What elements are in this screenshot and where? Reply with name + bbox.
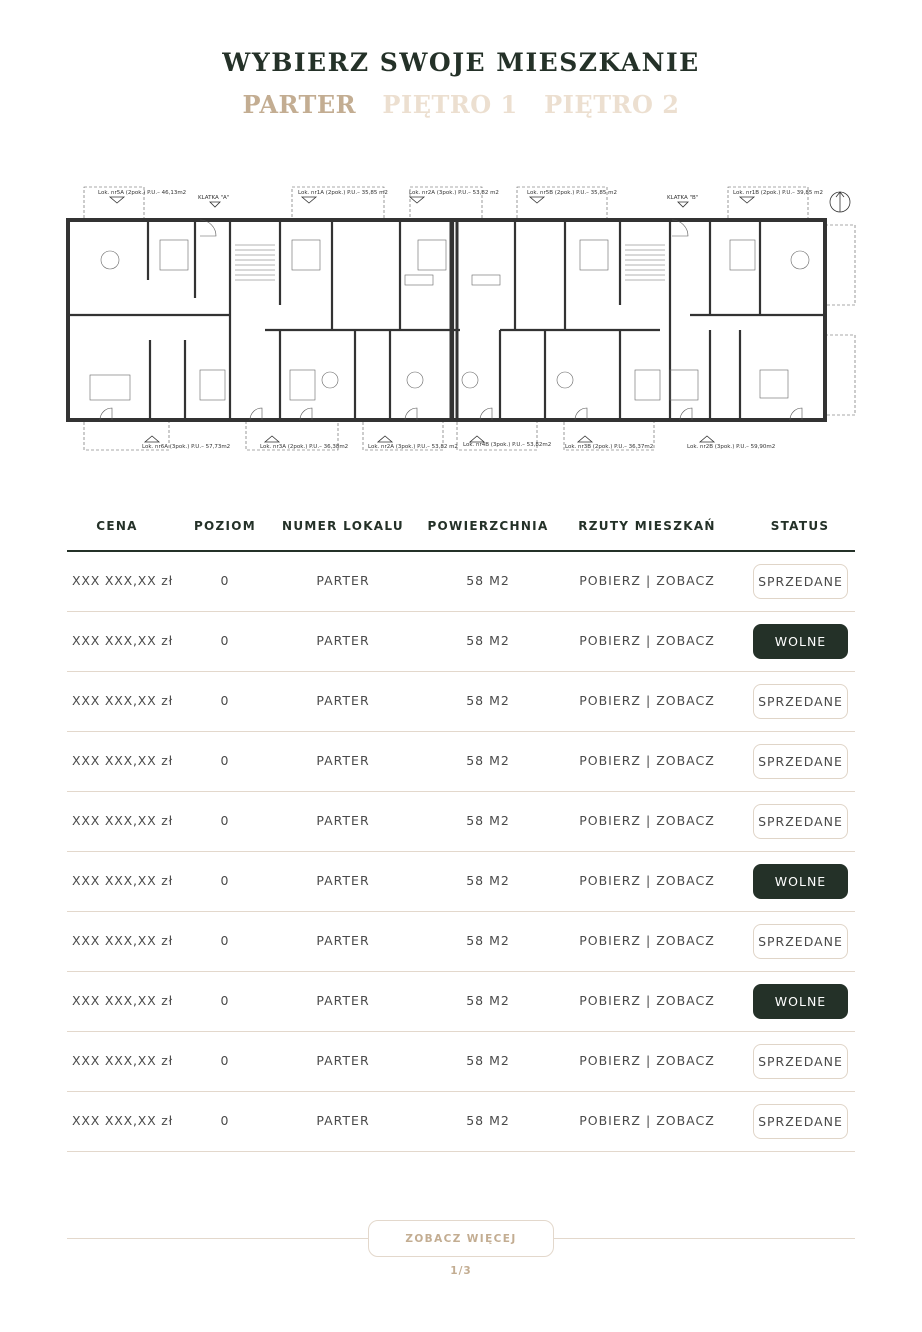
price-cell: XXX XXX,XX zł bbox=[72, 933, 173, 948]
status-badge[interactable]: WOLNE bbox=[753, 984, 848, 1019]
view-link[interactable]: ZOBACZ bbox=[656, 933, 715, 948]
table-row bbox=[67, 612, 855, 672]
unit-cell: PARTER bbox=[316, 933, 370, 948]
unit-label-bottom-2: Lok. nr3A (2pok.) P.U.– 36,38m2 bbox=[260, 444, 349, 450]
table-row bbox=[67, 732, 855, 792]
floor-plan[interactable] bbox=[60, 180, 860, 460]
level-cell: 0 bbox=[220, 1053, 230, 1068]
level-cell: 0 bbox=[220, 633, 230, 648]
plans-cell bbox=[567, 753, 727, 768]
view-link[interactable]: ZOBACZ bbox=[656, 813, 715, 828]
area-cell: 58 M2 bbox=[466, 1053, 510, 1068]
status-badge[interactable]: SPRZEDANE bbox=[753, 744, 848, 779]
unit-label-bottom-3: Lok. nr2A (3pok.) P.U.– 53,82 m2 bbox=[368, 444, 458, 450]
price-cell: XXX XXX,XX zł bbox=[72, 633, 173, 648]
status-badge[interactable]: SPRZEDANE bbox=[753, 1104, 848, 1139]
unit-cell: PARTER bbox=[316, 693, 370, 708]
area-cell: 58 M2 bbox=[466, 933, 510, 948]
level-cell: 0 bbox=[220, 573, 230, 588]
see-more-button[interactable]: ZOBACZ WIĘCEJ bbox=[368, 1220, 554, 1257]
view-link[interactable]: ZOBACZ bbox=[656, 573, 715, 588]
price-cell: XXX XXX,XX zł bbox=[72, 1113, 173, 1128]
header-poziom: POZIOM bbox=[193, 519, 257, 533]
status-badge[interactable]: SPRZEDANE bbox=[753, 804, 848, 839]
table-row bbox=[67, 972, 855, 1032]
plans-cell bbox=[567, 633, 727, 648]
header-numer-lokalu: NUMER LOKALU bbox=[282, 519, 404, 533]
view-link[interactable]: ZOBACZ bbox=[656, 693, 715, 708]
view-link[interactable]: ZOBACZ bbox=[656, 993, 715, 1008]
unit-cell: PARTER bbox=[316, 1053, 370, 1068]
price-cell: XXX XXX,XX zł bbox=[72, 993, 173, 1008]
header-powierzchnia: POWIERZCHNIA bbox=[427, 519, 549, 533]
link-separator: | bbox=[645, 633, 652, 648]
price-cell: XXX XXX,XX zł bbox=[72, 573, 173, 588]
plans-cell bbox=[567, 1113, 727, 1128]
level-cell: 0 bbox=[220, 993, 230, 1008]
unit-label-top-4: Lok. nr5B (2pok.) P.U.– 35,85 m2 bbox=[527, 190, 617, 196]
status-badge[interactable]: WOLNE bbox=[753, 864, 848, 899]
area-cell: 58 M2 bbox=[466, 993, 510, 1008]
area-cell: 58 M2 bbox=[466, 573, 510, 588]
status-badge[interactable]: SPRZEDANE bbox=[753, 1044, 848, 1079]
level-cell: 0 bbox=[220, 813, 230, 828]
view-link[interactable]: ZOBACZ bbox=[656, 873, 715, 888]
level-cell: 0 bbox=[220, 873, 230, 888]
download-link[interactable]: POBIERZ bbox=[579, 1053, 641, 1068]
download-link[interactable]: POBIERZ bbox=[579, 873, 641, 888]
table-header bbox=[67, 504, 855, 552]
staircase-label-b: KLATKA "B" bbox=[667, 195, 699, 201]
table-row bbox=[67, 852, 855, 912]
link-separator: | bbox=[645, 933, 652, 948]
header-status: STATUS bbox=[770, 519, 830, 533]
table-row bbox=[67, 552, 855, 612]
page-title: WYBIERZ SWOJE MIESZKANIE bbox=[222, 48, 700, 77]
status-badge[interactable]: SPRZEDANE bbox=[753, 684, 848, 719]
download-link[interactable]: POBIERZ bbox=[579, 573, 641, 588]
tab-pietro-2[interactable]: PIĘTRO 2 bbox=[544, 90, 680, 119]
tab-parter[interactable]: PARTER bbox=[242, 90, 357, 119]
link-separator: | bbox=[645, 753, 652, 768]
unit-label-top-5: Lok. nr1B (2pok.) P.U.– 39,85 m2 bbox=[733, 190, 823, 196]
area-cell: 58 M2 bbox=[466, 813, 510, 828]
plans-cell bbox=[567, 993, 727, 1008]
area-cell: 58 M2 bbox=[466, 693, 510, 708]
download-link[interactable]: POBIERZ bbox=[579, 693, 641, 708]
unit-cell: PARTER bbox=[316, 873, 370, 888]
unit-label-top-1: Lok. nr5A (2pok.) P.U.– 46,13m2 bbox=[98, 190, 187, 196]
level-cell: 0 bbox=[220, 693, 230, 708]
area-cell: 58 M2 bbox=[466, 873, 510, 888]
price-cell: XXX XXX,XX zł bbox=[72, 1053, 173, 1068]
area-cell: 58 M2 bbox=[466, 1113, 510, 1128]
link-separator: | bbox=[645, 1113, 652, 1128]
unit-cell: PARTER bbox=[316, 753, 370, 768]
tab-pietro-1[interactable]: PIĘTRO 1 bbox=[382, 90, 518, 119]
price-cell: XXX XXX,XX zł bbox=[72, 693, 173, 708]
plans-cell bbox=[567, 873, 727, 888]
download-link[interactable]: POBIERZ bbox=[579, 993, 641, 1008]
unit-label-top-3: Lok. nr2A (3pok.) P.U.– 53,82 m2 bbox=[409, 190, 499, 196]
plans-cell bbox=[567, 813, 727, 828]
price-cell: XXX XXX,XX zł bbox=[72, 813, 173, 828]
level-cell: 0 bbox=[220, 1113, 230, 1128]
link-separator: | bbox=[645, 993, 652, 1008]
download-link[interactable]: POBIERZ bbox=[579, 813, 641, 828]
header-rzuty-mieszkan: RZUTY MIESZKAŃ bbox=[578, 519, 716, 533]
header-cena: CENA bbox=[96, 519, 138, 533]
download-link[interactable]: POBIERZ bbox=[579, 933, 641, 948]
table-row bbox=[67, 1032, 855, 1092]
level-cell: 0 bbox=[220, 753, 230, 768]
pagination-indicator: 1/3 bbox=[450, 1265, 472, 1277]
price-cell: XXX XXX,XX zł bbox=[72, 753, 173, 768]
staircase-label-a: KLATKA "A" bbox=[198, 195, 230, 201]
status-badge[interactable]: SPRZEDANE bbox=[753, 924, 848, 959]
plans-cell bbox=[567, 693, 727, 708]
link-separator: | bbox=[645, 693, 652, 708]
area-cell: 58 M2 bbox=[466, 633, 510, 648]
level-cell: 0 bbox=[220, 933, 230, 948]
plans-cell bbox=[567, 1053, 727, 1068]
table-row bbox=[67, 912, 855, 972]
view-link[interactable]: ZOBACZ bbox=[656, 633, 715, 648]
link-separator: | bbox=[645, 873, 652, 888]
unit-label-top-2: Lok. nr1A (2pok.) P.U.– 35,85 m2 bbox=[298, 190, 388, 196]
download-link[interactable]: POBIERZ bbox=[579, 633, 641, 648]
status-badge[interactable]: SPRZEDANE bbox=[753, 564, 848, 599]
table-body bbox=[67, 552, 855, 1152]
view-link[interactable]: ZOBACZ bbox=[656, 1053, 715, 1068]
apartments-table bbox=[67, 504, 855, 1152]
table-row bbox=[67, 672, 855, 732]
unit-label-bottom-5: Lok. nr3B (2pok.) P.U.– 36,37m2 bbox=[565, 444, 654, 450]
view-link[interactable]: ZOBACZ bbox=[656, 1113, 715, 1128]
plans-cell bbox=[567, 933, 727, 948]
unit-cell: PARTER bbox=[316, 633, 370, 648]
unit-cell: PARTER bbox=[316, 813, 370, 828]
area-cell: 58 M2 bbox=[466, 753, 510, 768]
download-link[interactable]: POBIERZ bbox=[579, 753, 641, 768]
view-link[interactable]: ZOBACZ bbox=[656, 753, 715, 768]
unit-label-bottom-6: Lok. nr2B (3pok.) P.U.– 59,90m2 bbox=[687, 444, 776, 450]
unit-label-bottom-4: Lok. nr4B (3pok.) P.U.– 53,82m2 bbox=[463, 442, 552, 448]
link-separator: | bbox=[645, 1053, 652, 1068]
table-row bbox=[67, 1092, 855, 1152]
plans-cell bbox=[567, 573, 727, 588]
unit-cell: PARTER bbox=[316, 573, 370, 588]
status-badge[interactable]: WOLNE bbox=[753, 624, 848, 659]
link-separator: | bbox=[645, 813, 652, 828]
unit-cell: PARTER bbox=[316, 993, 370, 1008]
link-separator: | bbox=[645, 573, 652, 588]
price-cell: XXX XXX,XX zł bbox=[72, 873, 173, 888]
unit-label-bottom-1: Lok. nr6A (3pok.) P.U.– 57,73m2 bbox=[142, 444, 231, 450]
table-row bbox=[67, 792, 855, 852]
unit-cell: PARTER bbox=[316, 1113, 370, 1128]
download-link[interactable]: POBIERZ bbox=[579, 1113, 641, 1128]
floor-tabs bbox=[0, 90, 922, 119]
